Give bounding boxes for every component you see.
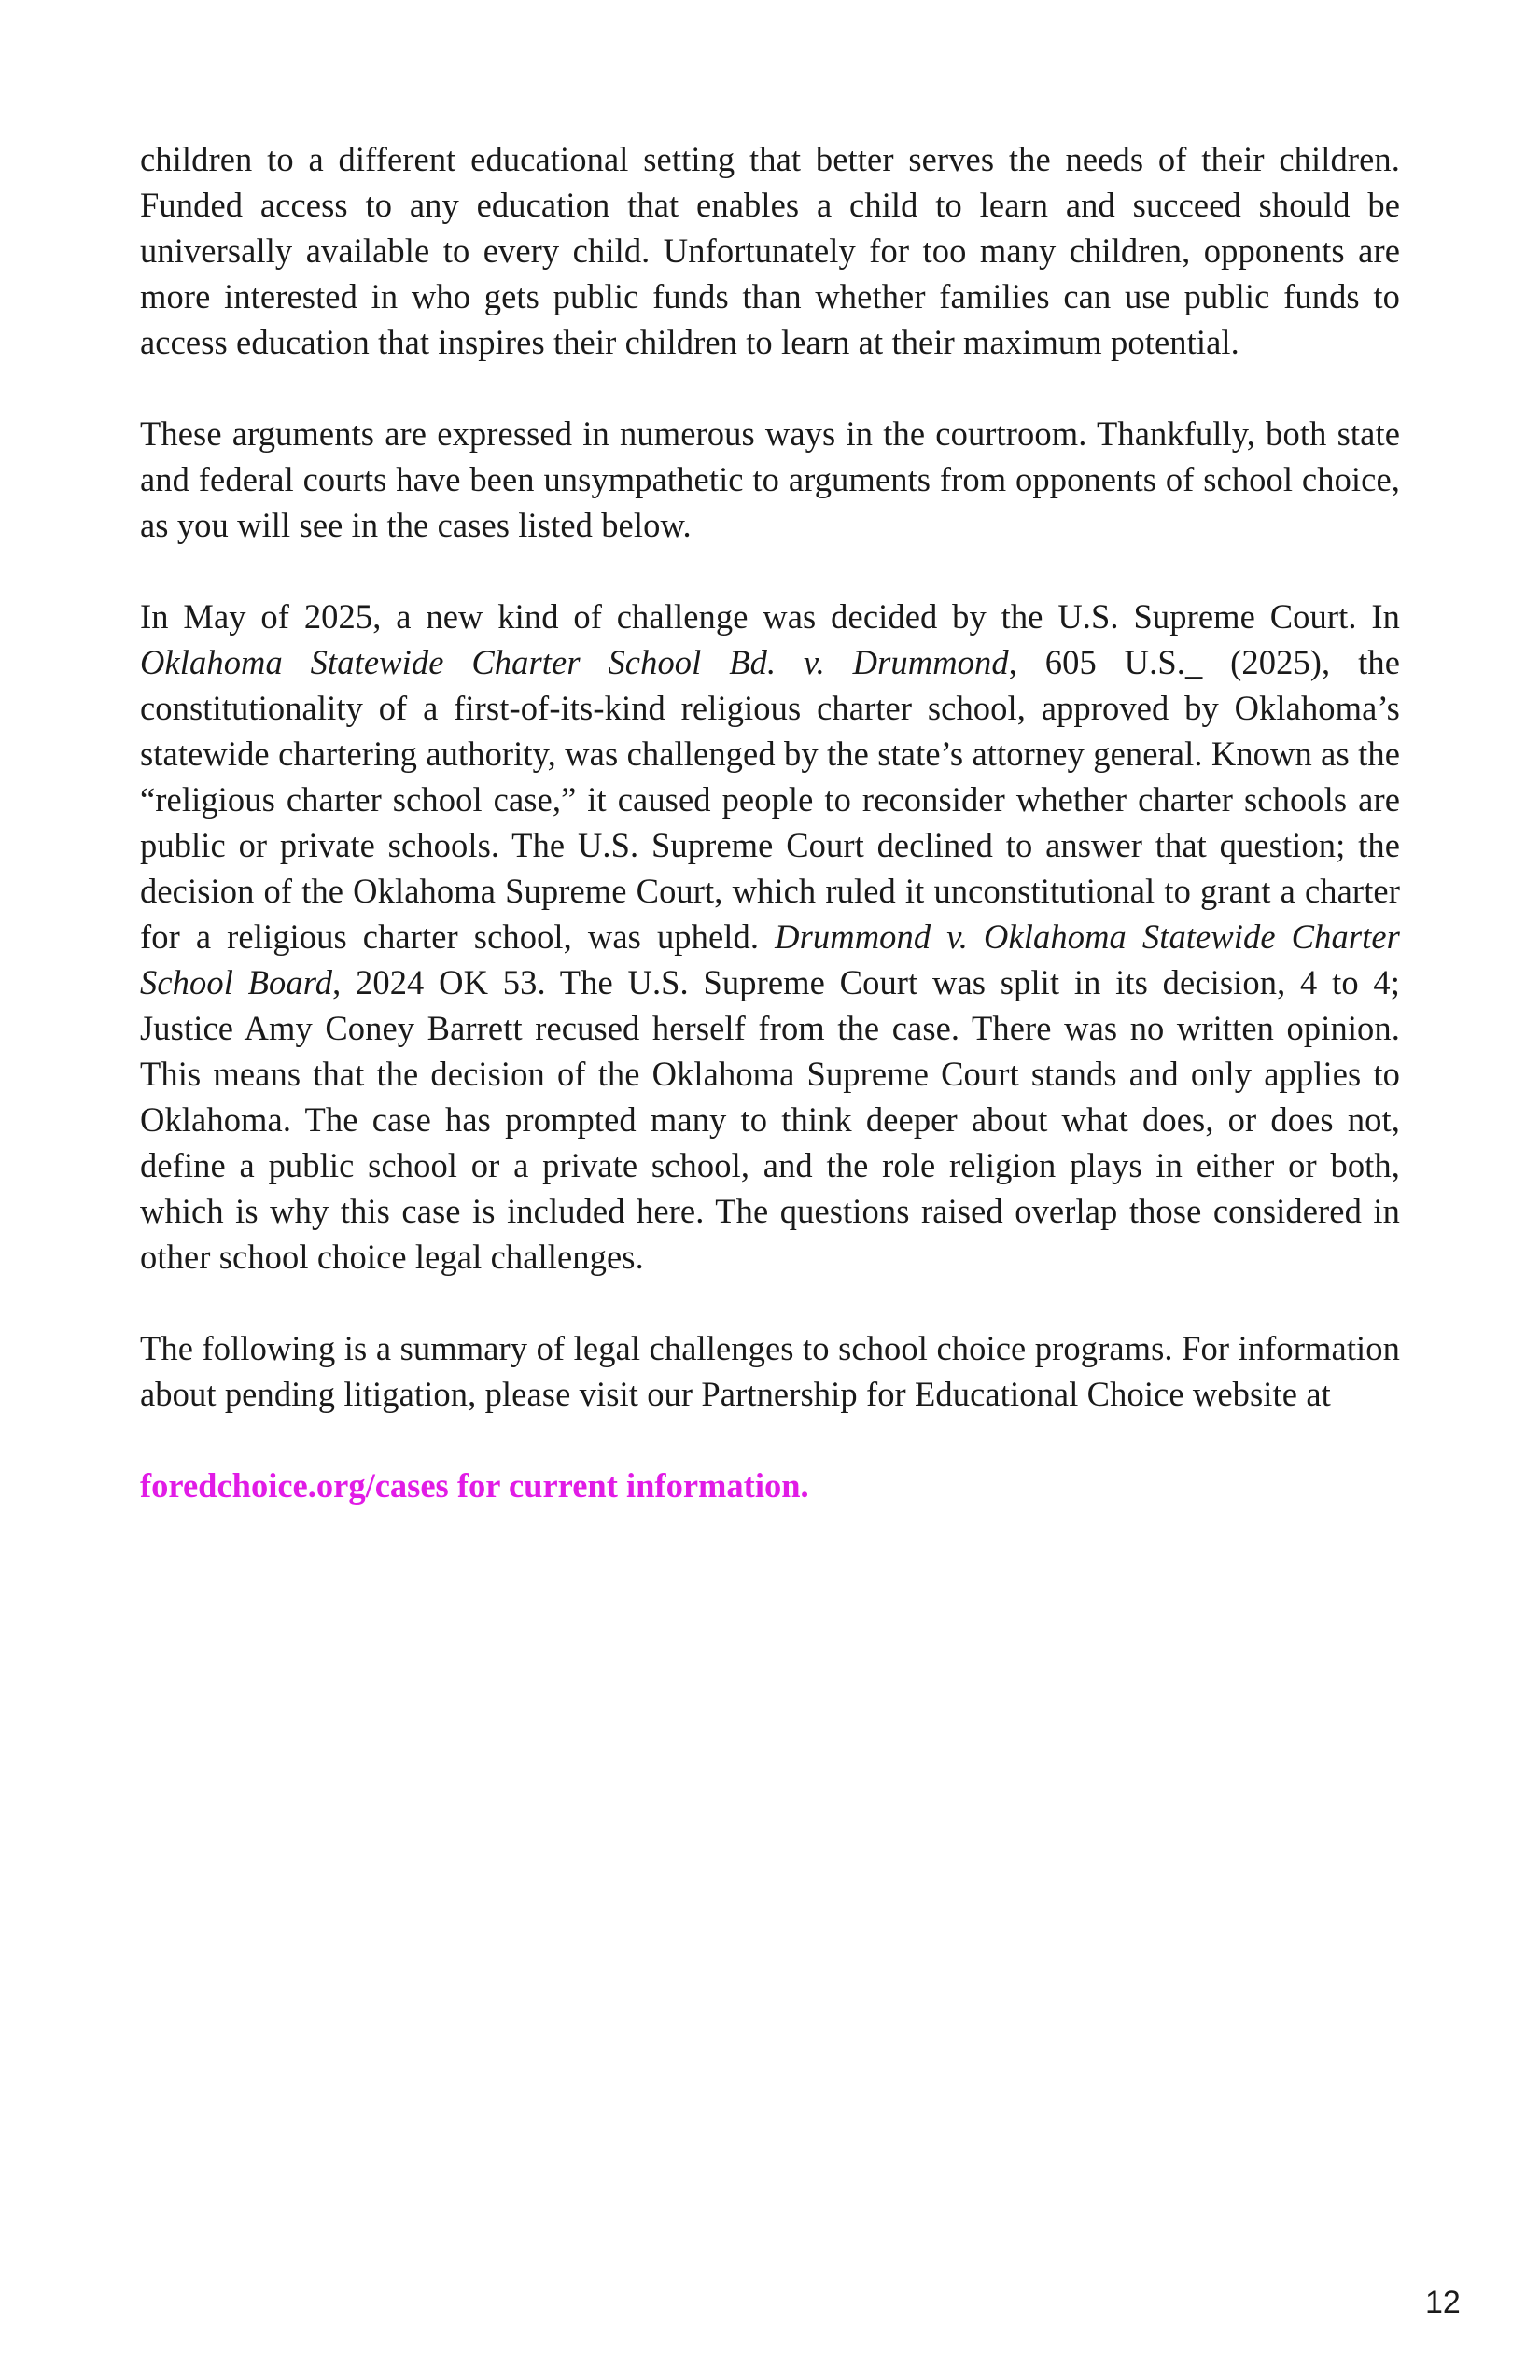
case-citation-italic: Drummond v. Oklahoma Statewide Charter School Board <box>140 917 1400 1001</box>
website-link[interactable]: foredchoice.org/cases for current information. <box>140 1466 809 1505</box>
paragraph-text: , 605 U.S._ (2025), the constitutionality of a first-of-its-kind religious charter school, approved by Oklahoma’s statewide chartering authority, was challenged by the state’s attorney general. Known as the “religious charter school case,” it caused people to reconsider whether charter schools are public or private schools. The U.S. Supreme Court declined to answer that question; the decision of the Oklahoma Supreme Court, which ruled it unconstitutional to grant a charter for a religious charter school, was upheld. <box>140 643 1400 956</box>
website-link-line <box>140 1463 1400 1508</box>
paragraph-text: , 2024 OK 53. The U.S. Supreme Court was split in its decision, 4 to 4; Justice Amy Coney Barrett recused herself from the case. There was no written opinion. This means that the decision of the Oklahoma Supreme Court stands and only applies to Oklahoma. The case has prompted many to think deeper about what does, or does not, define a public school or a private school, and the role religion plays in either or both, which is why this case is included here. The questions raised overlap those considered in other school choice legal challenges. <box>140 963 1401 1276</box>
paragraph-text: In May of 2025, a new kind of challenge was decided by the U.S. Supreme Court. In <box>140 597 1400 636</box>
paragraph-funded-access <box>140 136 1400 365</box>
paragraph-drummond-case <box>140 594 1400 1280</box>
paragraph-text: These arguments are expressed in numerous ways in the courtroom. Thankfully, both state and federal courts have been unsympathetic to arguments from opponents of school choice, as you will see in the cases listed below. <box>140 414 1400 544</box>
page-number: 12 <box>1425 2285 1461 2320</box>
paragraph-courtroom-arguments <box>140 411 1400 548</box>
case-citation-italic: Oklahoma Statewide Charter School Bd. v. Drummond <box>140 643 1009 681</box>
paragraph-text: The following is a summary of legal challenges to school choice programs. For information about pending litigation, please visit our Partnership for Educational Choice website at <box>140 1329 1400 1413</box>
paragraph-text: children to a different educational setting that better serves the needs of their children. Funded access to any education that enables a child to learn and succeed should be universally available to every child. Unfortunately for too many children, opponents are more interested in who gets public funds than whether families can use public funds to access education that inspires their children to learn at their maximum potential. <box>140 140 1400 361</box>
page-body <box>140 136 1400 1508</box>
paragraph-summary-intro <box>140 1325 1400 1417</box>
